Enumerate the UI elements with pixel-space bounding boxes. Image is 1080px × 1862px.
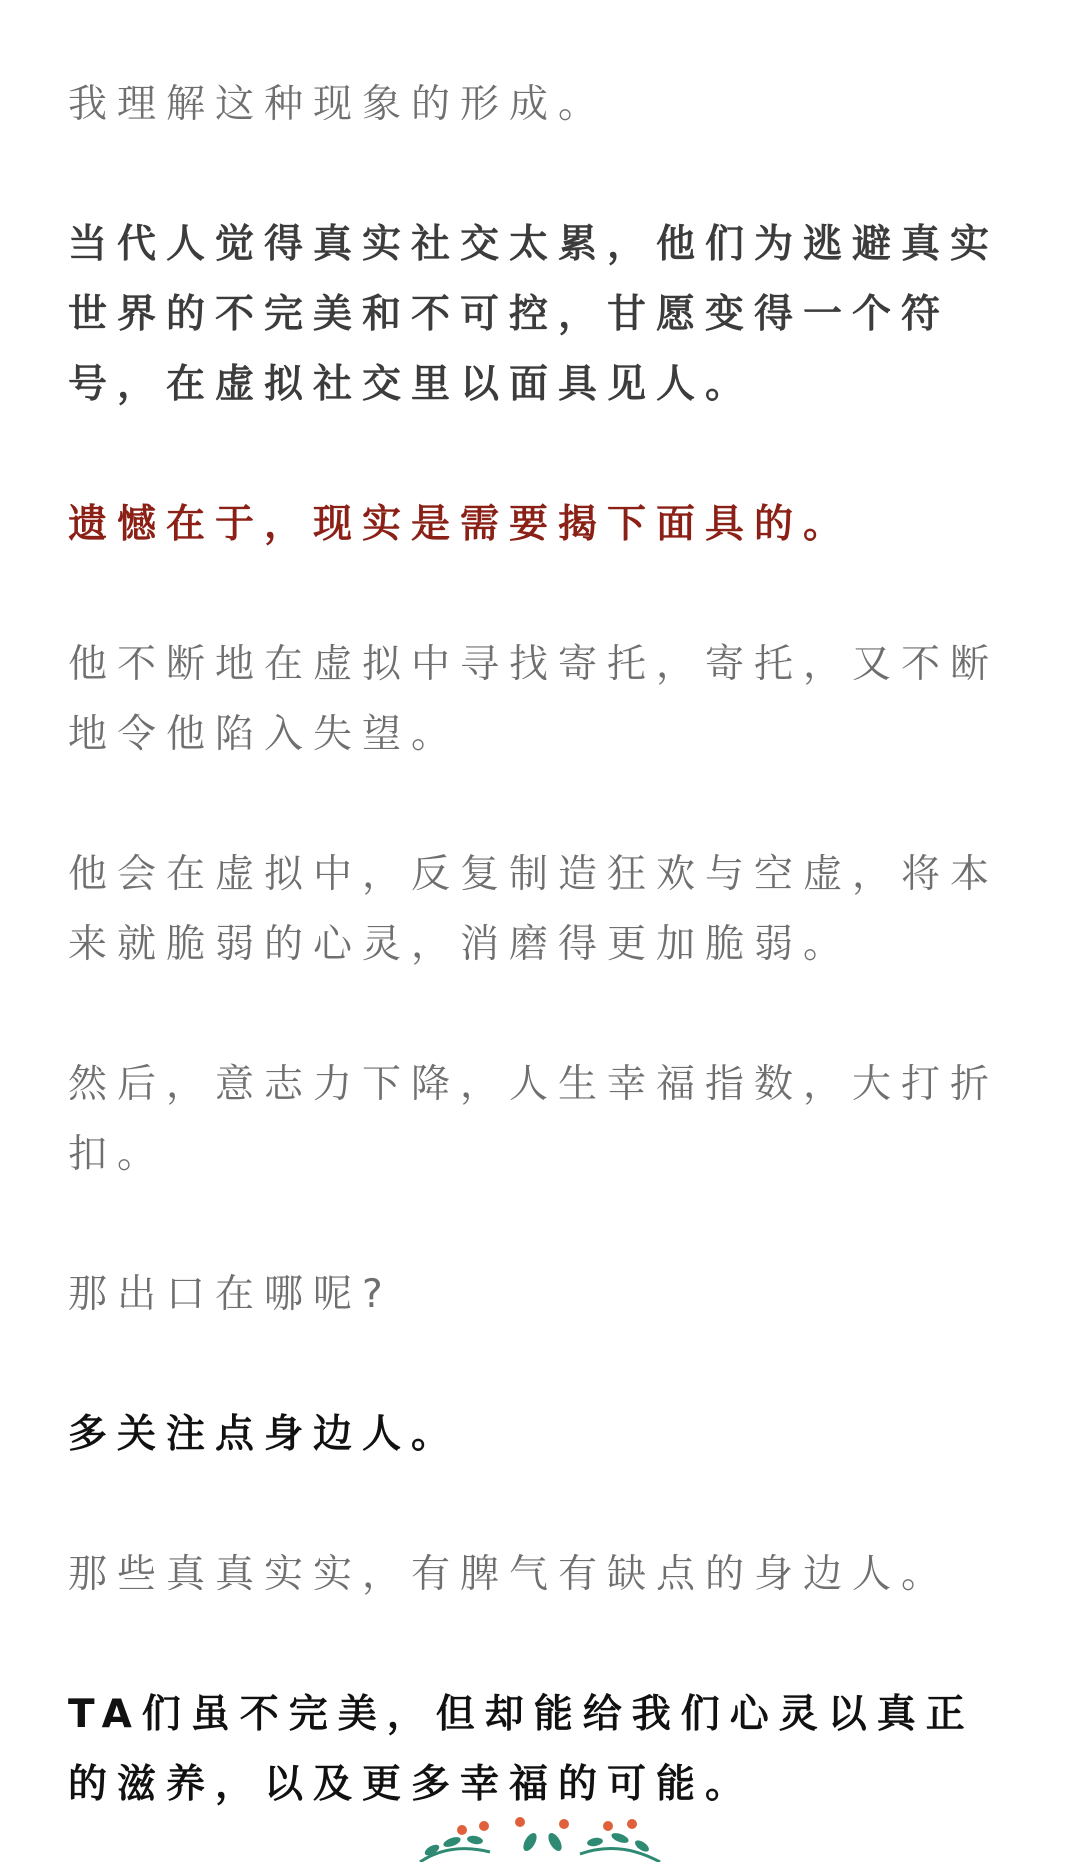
paragraph: 那些真真实实，有脾气有缺点的身边人。: [68, 1552, 951, 1597]
paragraph: 多关注点身边人。: [68, 1412, 461, 1457]
paragraph: TA们虽不完美，但却能给我们心灵以真正的滋养，以及更多幸福的可能。: [68, 1692, 975, 1807]
emphasis-paragraph: 遗憾在于，现实是需要揭下面具的。: [68, 502, 853, 547]
paragraph: 当代人觉得真实社交太累，他们为逃避真实世界的不完美和不可控，甘愿变得一个符号，在虚拟社交里以面具见人。: [68, 222, 1000, 407]
paragraph: 那出口在哪呢?: [68, 1272, 393, 1317]
paragraph: 然后，意志力下降，人生幸福指数，大打折扣。: [68, 1062, 1000, 1177]
floral-divider-icon: [380, 1812, 700, 1862]
paragraph: 他会在虚拟中，反复制造狂欢与空虚，将本来就脆弱的心灵，消磨得更加脆弱。: [68, 852, 1000, 967]
paragraph: 他不断地在虚拟中寻找寄托，寄托，又不断地令他陷入失望。: [68, 642, 1000, 757]
paragraph: 我理解这种现象的形成。: [68, 82, 608, 127]
floral-divider-icon: [380, 1812, 700, 1862]
article-body: [68, 70, 1012, 1820]
